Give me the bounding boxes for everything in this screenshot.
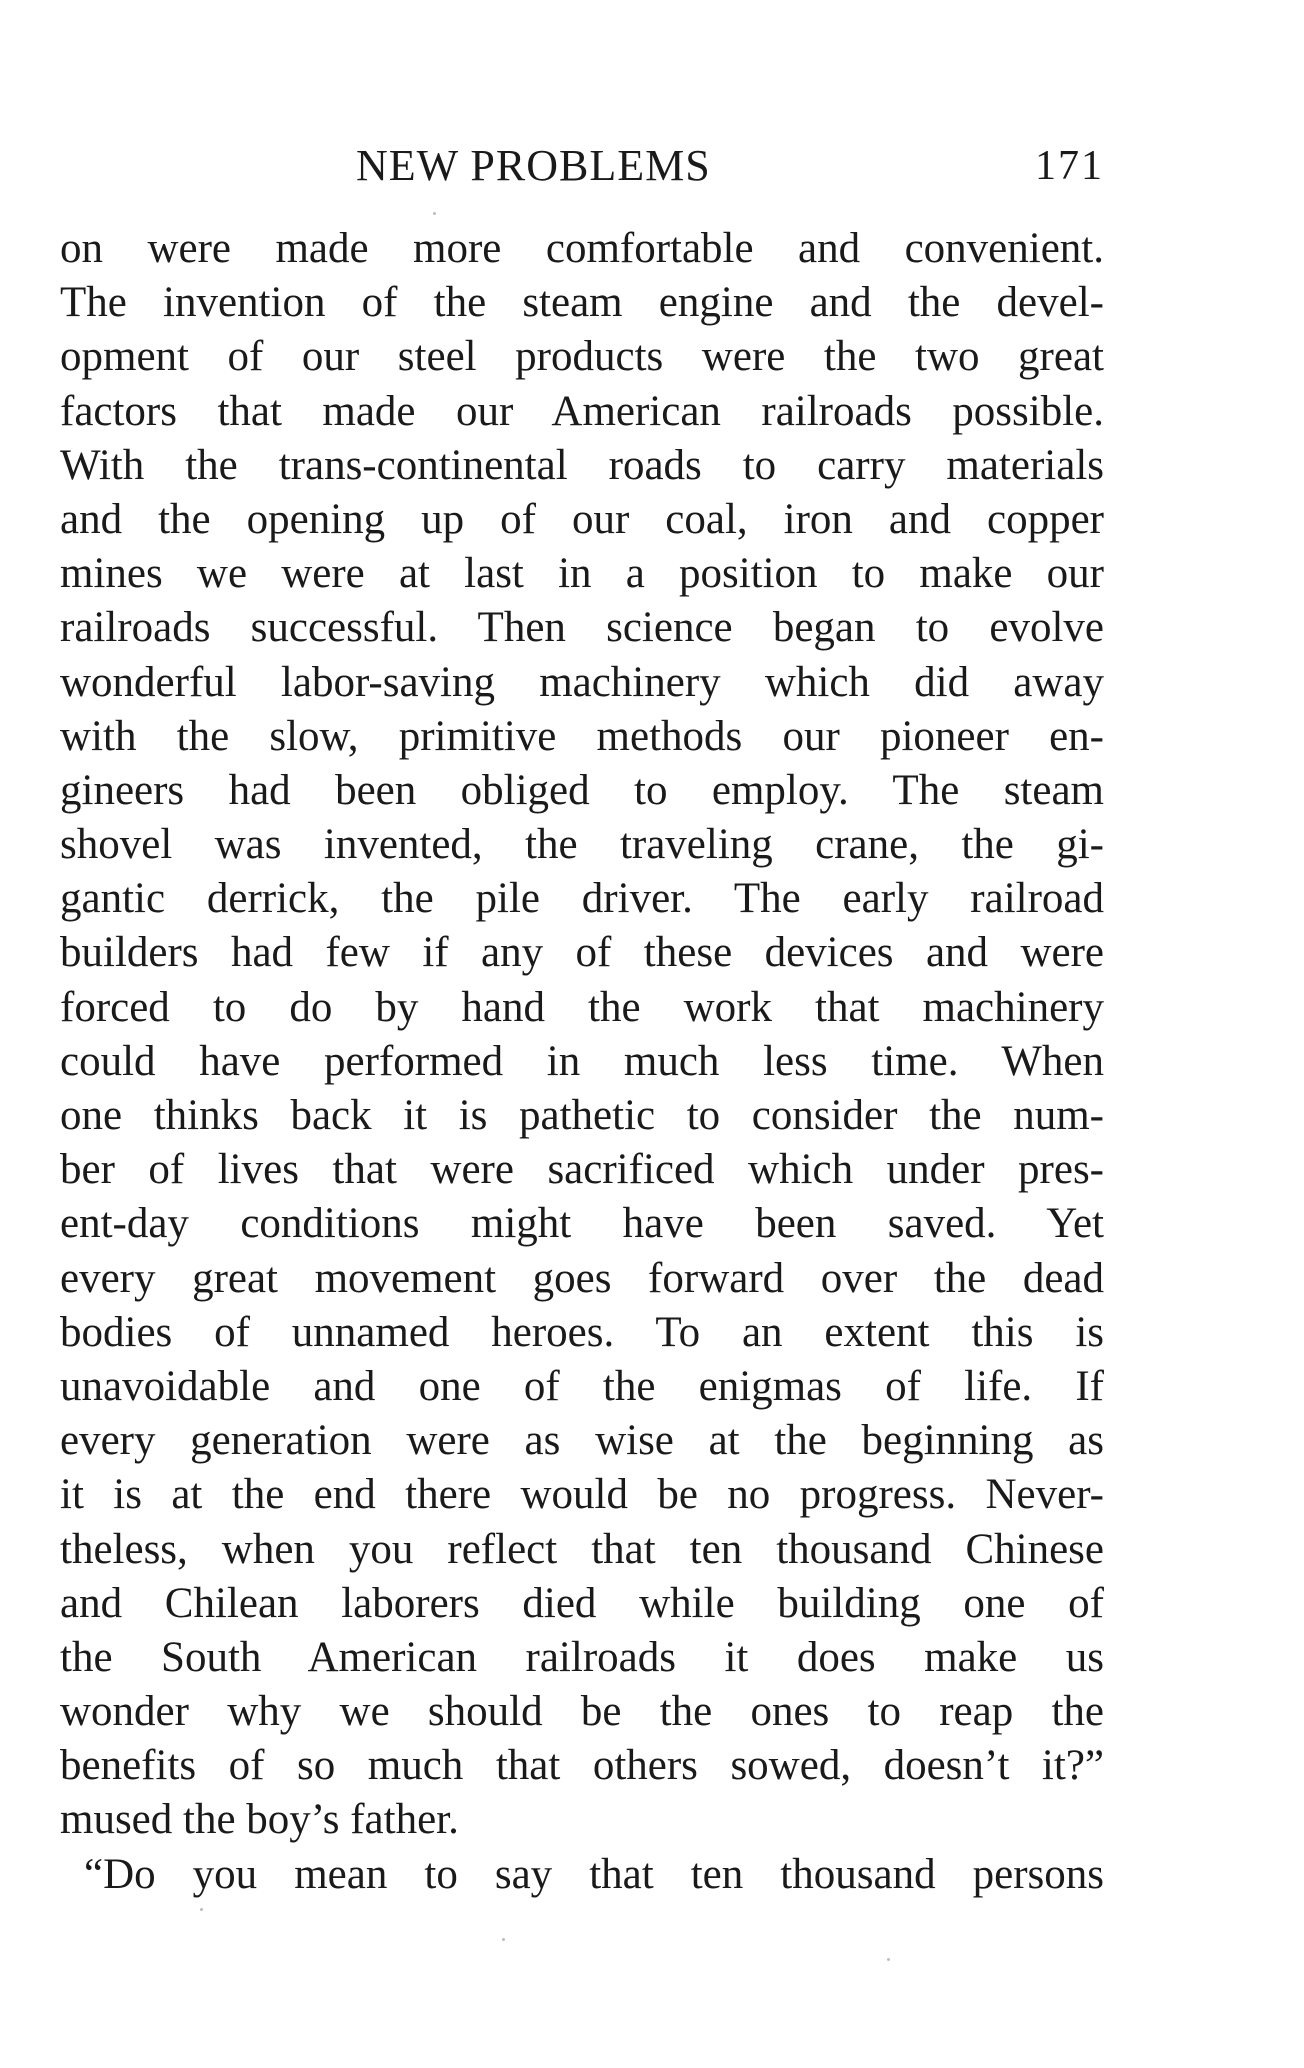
running-title: NEW PROBLEMS [356, 141, 711, 190]
paper-speck [433, 212, 436, 215]
body-text [60, 222, 1104, 1902]
text-line: wonderful labor-saving machinery which did away [60, 658, 1104, 706]
text-line: “Do you mean to say that ten thousand persons [84, 1850, 1104, 1898]
paper-speck [200, 1908, 203, 1911]
text-line: wonder why we should be the ones to reap the [60, 1688, 1104, 1736]
text-line: factors that made our American railroads possible. [60, 387, 1104, 435]
text-line: every generation were as wise at the beginning as [60, 1417, 1104, 1465]
text-line: ent-day conditions might have been saved. Yet [60, 1200, 1104, 1248]
paper-speck [502, 1938, 505, 1941]
text-line: could have performed in much less time. When [60, 1037, 1104, 1085]
text-line: mines we were at last in a position to make our [60, 550, 1104, 598]
text-line: builders had few if any of these devices and were [60, 929, 1104, 977]
text-line: bodies of unnamed heroes. To an extent this is [60, 1308, 1104, 1356]
text-line: ber of lives that were sacrificed which under pres- [60, 1146, 1104, 1194]
text-line: benefits of so much that others sowed, doesn’t it?” [60, 1742, 1104, 1790]
text-line: mused the boy’s father. [60, 1796, 459, 1844]
running-head [60, 140, 1104, 200]
text-line: railroads successful. Then science began to evolve [60, 604, 1104, 652]
text-line: one thinks back it is pathetic to consider the num- [60, 1092, 1104, 1139]
text-line: and the opening up of our coal, iron and copper [60, 495, 1104, 543]
text-line: The invention of the steam engine and the devel- [60, 279, 1104, 327]
paper-speck [887, 1958, 890, 1961]
text-line: unavoidable and one of the enigmas of life. If [60, 1362, 1104, 1410]
text-line: With the trans-continental roads to carry materials [60, 441, 1104, 489]
page-number: 171 [1035, 143, 1104, 189]
text-line: and Chilean laborers died while building one of [60, 1579, 1104, 1627]
text-line: it is at the end there would be no progress. Never- [60, 1471, 1104, 1519]
text-line: on were made more comfortable and convenient. [60, 225, 1104, 272]
text-line: theless, when you reflect that ten thousand Chinese [60, 1525, 1104, 1573]
text-line: with the slow, primitive methods our pioneer en- [60, 712, 1104, 760]
text-line: opment of our steel products were the two great [60, 333, 1104, 381]
text-line: forced to do by hand the work that machinery [60, 983, 1104, 1031]
text-line: the South American railroads it does make us [60, 1633, 1104, 1681]
text-line: every great movement goes forward over the dead [60, 1254, 1104, 1302]
text-line: shovel was invented, the traveling crane, the gi- [60, 821, 1104, 869]
text-line: gantic derrick, the pile driver. The early railroad [60, 875, 1104, 923]
text-line: gineers had been obliged to employ. The steam [60, 766, 1104, 814]
